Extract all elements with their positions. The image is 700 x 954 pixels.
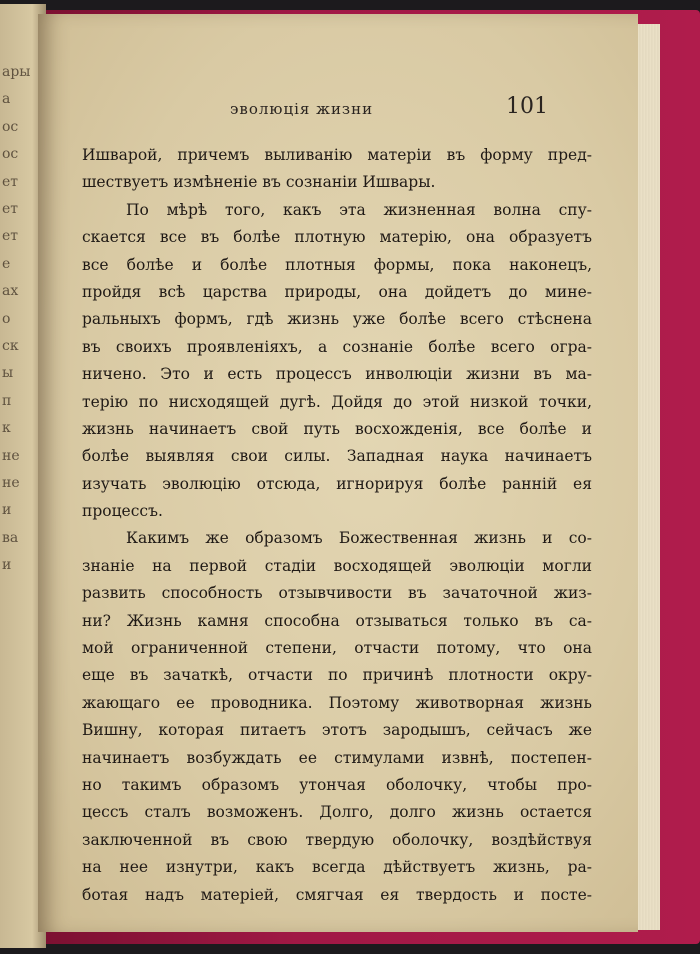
text-line: Ишварой, причемъ выливанію матеріи въ форму пред- — [82, 146, 592, 164]
left-page-text-fragment: ары — [2, 64, 31, 80]
text-line: знаніе на первой стадіи восходящей эволюціи могли — [82, 556, 592, 575]
left-page-text-fragment: ет — [2, 228, 19, 245]
left-page-text-fragment: ы — [2, 365, 14, 382]
page-number: 101 — [506, 94, 548, 119]
text-line: въ своихъ проявленіяхъ, а сознаніе болѣе всего огра- — [82, 337, 592, 356]
left-page-text-fragment: и — [2, 557, 12, 574]
left-page-text-fragment: ах — [2, 283, 19, 300]
text-line: мой ограниченной степени, отчасти потому, что она — [82, 639, 592, 658]
left-page-text-fragment: ет — [2, 201, 19, 217]
text-line: процессъ. — [82, 502, 163, 521]
text-line: на нее изнутри, какъ всегда дѣйствуетъ жизнь, ра- — [82, 858, 592, 877]
book-page — [38, 14, 638, 932]
text-line: заключенной въ свою твердую оболочку, воздѣйствуя — [82, 830, 592, 849]
left-page-text-fragment: о — [2, 310, 11, 327]
text-line: Какимъ же образомъ Божественная жизнь и со- — [126, 529, 592, 548]
text-line: ральныхъ формъ, гдѣ жизнь уже болѣе всего стѣснена — [82, 310, 592, 329]
text-line: пройдя всѣ царства природы, она дойдетъ до мине- — [82, 282, 592, 301]
text-line: жизнь начинаетъ свой путь восхожденія, все болѣе и — [82, 419, 592, 438]
text-line: терію по нисходящей дугѣ. Дойдя до этой низкой точки, — [82, 392, 592, 411]
text-line: жающаго ее проводника. Поэтому животворная жизнь — [82, 693, 592, 712]
text-line: скается все въ болѣе плотную матерію, она образуетъ — [82, 228, 592, 247]
left-page-text-fragment: к — [2, 420, 11, 437]
text-line: все болѣе и болѣе плотныя формы, пока наконецъ, — [82, 255, 592, 274]
left-page-text-fragment: не — [2, 447, 20, 464]
text-line: ни? Жизнь камня способна отзываться только въ са- — [82, 611, 592, 630]
text-line: начинаетъ возбуждать ее стимулами извнѣ, постепен- — [82, 748, 592, 767]
left-page-text-fragment: е — [2, 255, 11, 272]
text-line: развить способность отзывчивости въ зачаточной жиз- — [82, 584, 592, 603]
text-line: изучать эволюцію отсюда, игнорируя болѣе ранній ея — [82, 474, 592, 493]
text-line: ничено. Это и есть процессъ инволюціи жизни въ ма- — [82, 365, 592, 384]
left-page-text-fragment: а — [2, 91, 11, 108]
left-page-text-fragment: ос — [2, 146, 19, 163]
left-page-text-fragment: и — [2, 502, 12, 519]
text-line: По мѣрѣ того, какъ эта жизненная волна спу- — [126, 200, 592, 219]
text-line: но такимъ образомъ утончая оболочку, чтобы про- — [82, 775, 592, 794]
text-line: шествуетъ измѣненіе въ сознаніи Ишвары. — [82, 173, 436, 192]
body-text — [82, 142, 592, 909]
text-line: ботая надъ матеріей, смягчая ея твердость и посте- — [82, 885, 592, 904]
text-line: болѣе выявляя свои силы. Западная наука начинаетъ — [82, 447, 592, 466]
text-line: Вишну, которая питаетъ этотъ зародышъ, сейчасъ же — [82, 721, 592, 740]
left-page-text-fragment: п — [2, 392, 12, 409]
left-page-text-fragment: ос — [2, 118, 19, 135]
left-page-text-fragment: ва — [2, 529, 19, 546]
left-page-text-fragment: не — [2, 475, 20, 491]
page-header — [38, 94, 638, 124]
text-line: еще въ зачаткѣ, отчасти по причинѣ плотности окру- — [82, 666, 592, 685]
left-page-text-fragment: ск — [2, 338, 19, 354]
running-title: эволюція жизни — [230, 100, 374, 118]
text-line: цессъ сталъ возможенъ. Долго, долго жизнь остается — [82, 803, 592, 822]
left-page-text-fragment: ет — [2, 173, 19, 190]
